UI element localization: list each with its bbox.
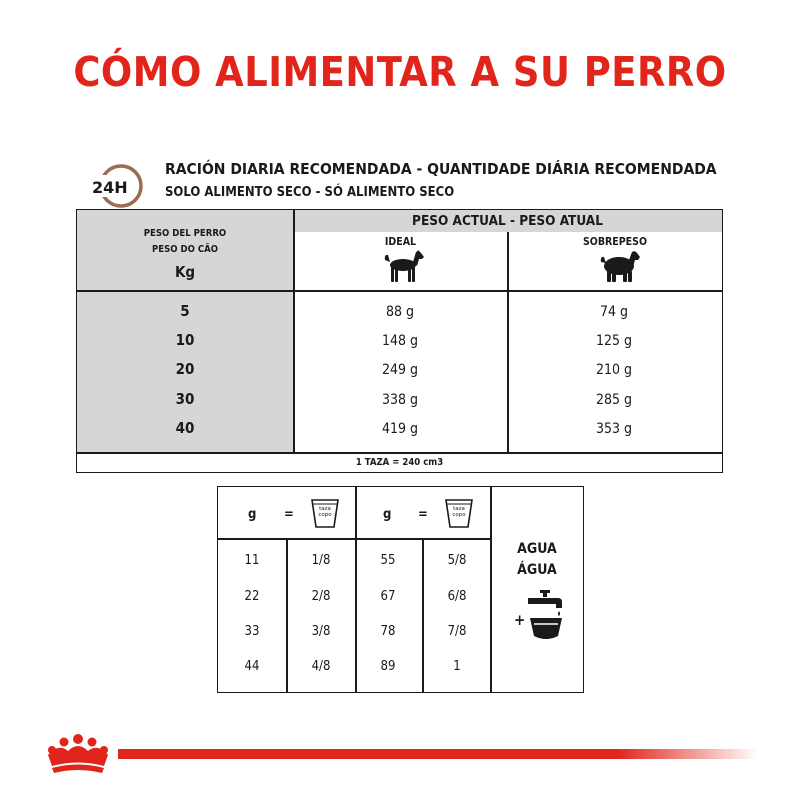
royal-crown-logo xyxy=(44,733,112,773)
weight-40: 40 xyxy=(175,419,195,437)
cup-c1-row2: 2/8 xyxy=(311,589,331,604)
weight-column-header xyxy=(77,226,293,284)
overweight-5: 74 g xyxy=(599,304,629,320)
cup-c2-row3: 7/8 xyxy=(447,624,467,639)
24h-badge xyxy=(88,158,154,208)
cup-g2-row4: 89 xyxy=(380,659,396,674)
cup-g1-row2: 22 xyxy=(244,589,260,604)
cup-col-divider-2 xyxy=(355,487,357,692)
badge-text: 24H xyxy=(92,178,128,197)
plus-sign: + xyxy=(514,611,526,629)
weight-30: 30 xyxy=(175,390,195,408)
cup-g2-row2: 67 xyxy=(380,589,396,604)
weight-10: 10 xyxy=(175,331,195,349)
page-title: CÓMO ALIMENTAR A SU PERRO xyxy=(73,48,727,96)
cup-g2-row3: 78 xyxy=(380,624,396,639)
cup-c2-row4: 1 xyxy=(453,659,461,674)
overweight-40: 353 g xyxy=(595,421,633,437)
overweight-30: 285 g xyxy=(595,392,633,408)
ideal-40: 419 g xyxy=(381,421,419,437)
col-divider-1 xyxy=(293,210,295,453)
cup-icon xyxy=(310,497,340,529)
cup-g1-row4: 44 xyxy=(244,659,260,674)
svg-text:copo: copo xyxy=(452,512,466,518)
cup-icon xyxy=(444,497,474,529)
ideal-5: 88 g xyxy=(385,304,415,320)
overweight-20: 210 g xyxy=(595,362,633,378)
ration-table xyxy=(76,209,723,473)
weight-20: 20 xyxy=(175,360,195,378)
cup-conversion-table xyxy=(217,486,584,693)
ideal-10: 148 g xyxy=(381,333,419,349)
group-header: PESO ACTUAL - PESO ATUAL xyxy=(293,210,722,232)
header-divider xyxy=(77,290,722,292)
cup-volume-note: 1 TAZA = 240 cm3 xyxy=(355,457,444,468)
cup-c1-row3: 3/8 xyxy=(311,624,331,639)
ration-heading: RACIÓN DIARIA RECOMENDADA - QUANTIDADE DIÁRIA RECOMENDADA xyxy=(165,160,717,178)
footer-red-line xyxy=(118,749,758,759)
cup-col-divider-4 xyxy=(490,487,492,692)
equals-1: = xyxy=(284,507,294,522)
g-header-1: g xyxy=(248,507,257,522)
cup-g1-row1: 11 xyxy=(244,553,260,568)
svg-text:copo: copo xyxy=(318,512,332,518)
water-label-es: AGUA xyxy=(517,541,557,557)
ideal-header: IDEAL xyxy=(384,236,417,248)
cup-g1-row3: 33 xyxy=(244,624,260,639)
col-label-pt: PESO DO CÃO xyxy=(152,244,218,255)
svg-text:taza: taza xyxy=(319,506,331,512)
col-label-es: PESO DEL PERRO xyxy=(143,228,227,239)
ideal-30: 338 g xyxy=(381,392,419,408)
cup-c1-row4: 4/8 xyxy=(311,659,331,674)
weight-5: 5 xyxy=(180,302,190,320)
cup-header-divider xyxy=(218,538,490,540)
clock-icon xyxy=(88,158,154,208)
cup-col-divider-3 xyxy=(422,538,424,692)
cup-c1-row1: 1/8 xyxy=(311,553,331,568)
overweight-10: 125 g xyxy=(595,333,633,349)
g-header-2: g xyxy=(383,507,392,522)
cup-c2-row2: 6/8 xyxy=(447,589,467,604)
cup-c2-row1: 5/8 xyxy=(447,553,467,568)
ideal-dog-icon xyxy=(383,250,425,284)
cup-g2-row1: 55 xyxy=(380,553,396,568)
cup-col-divider-1 xyxy=(286,538,288,692)
ration-subheading: SOLO ALIMENTO SECO - SÓ ALIMENTO SECO xyxy=(165,185,455,200)
svg-text:taza: taza xyxy=(453,506,465,512)
overweight-dog-icon xyxy=(599,250,641,284)
water-tap-bowl-icon xyxy=(524,590,568,642)
water-label-pt: ÁGUA xyxy=(517,562,557,578)
overweight-header: SOBREPESO xyxy=(583,236,647,248)
equals-2: = xyxy=(418,507,428,522)
col-divider-2 xyxy=(507,232,509,453)
col-label-unit: Kg xyxy=(174,263,196,281)
ideal-20: 249 g xyxy=(381,362,419,378)
